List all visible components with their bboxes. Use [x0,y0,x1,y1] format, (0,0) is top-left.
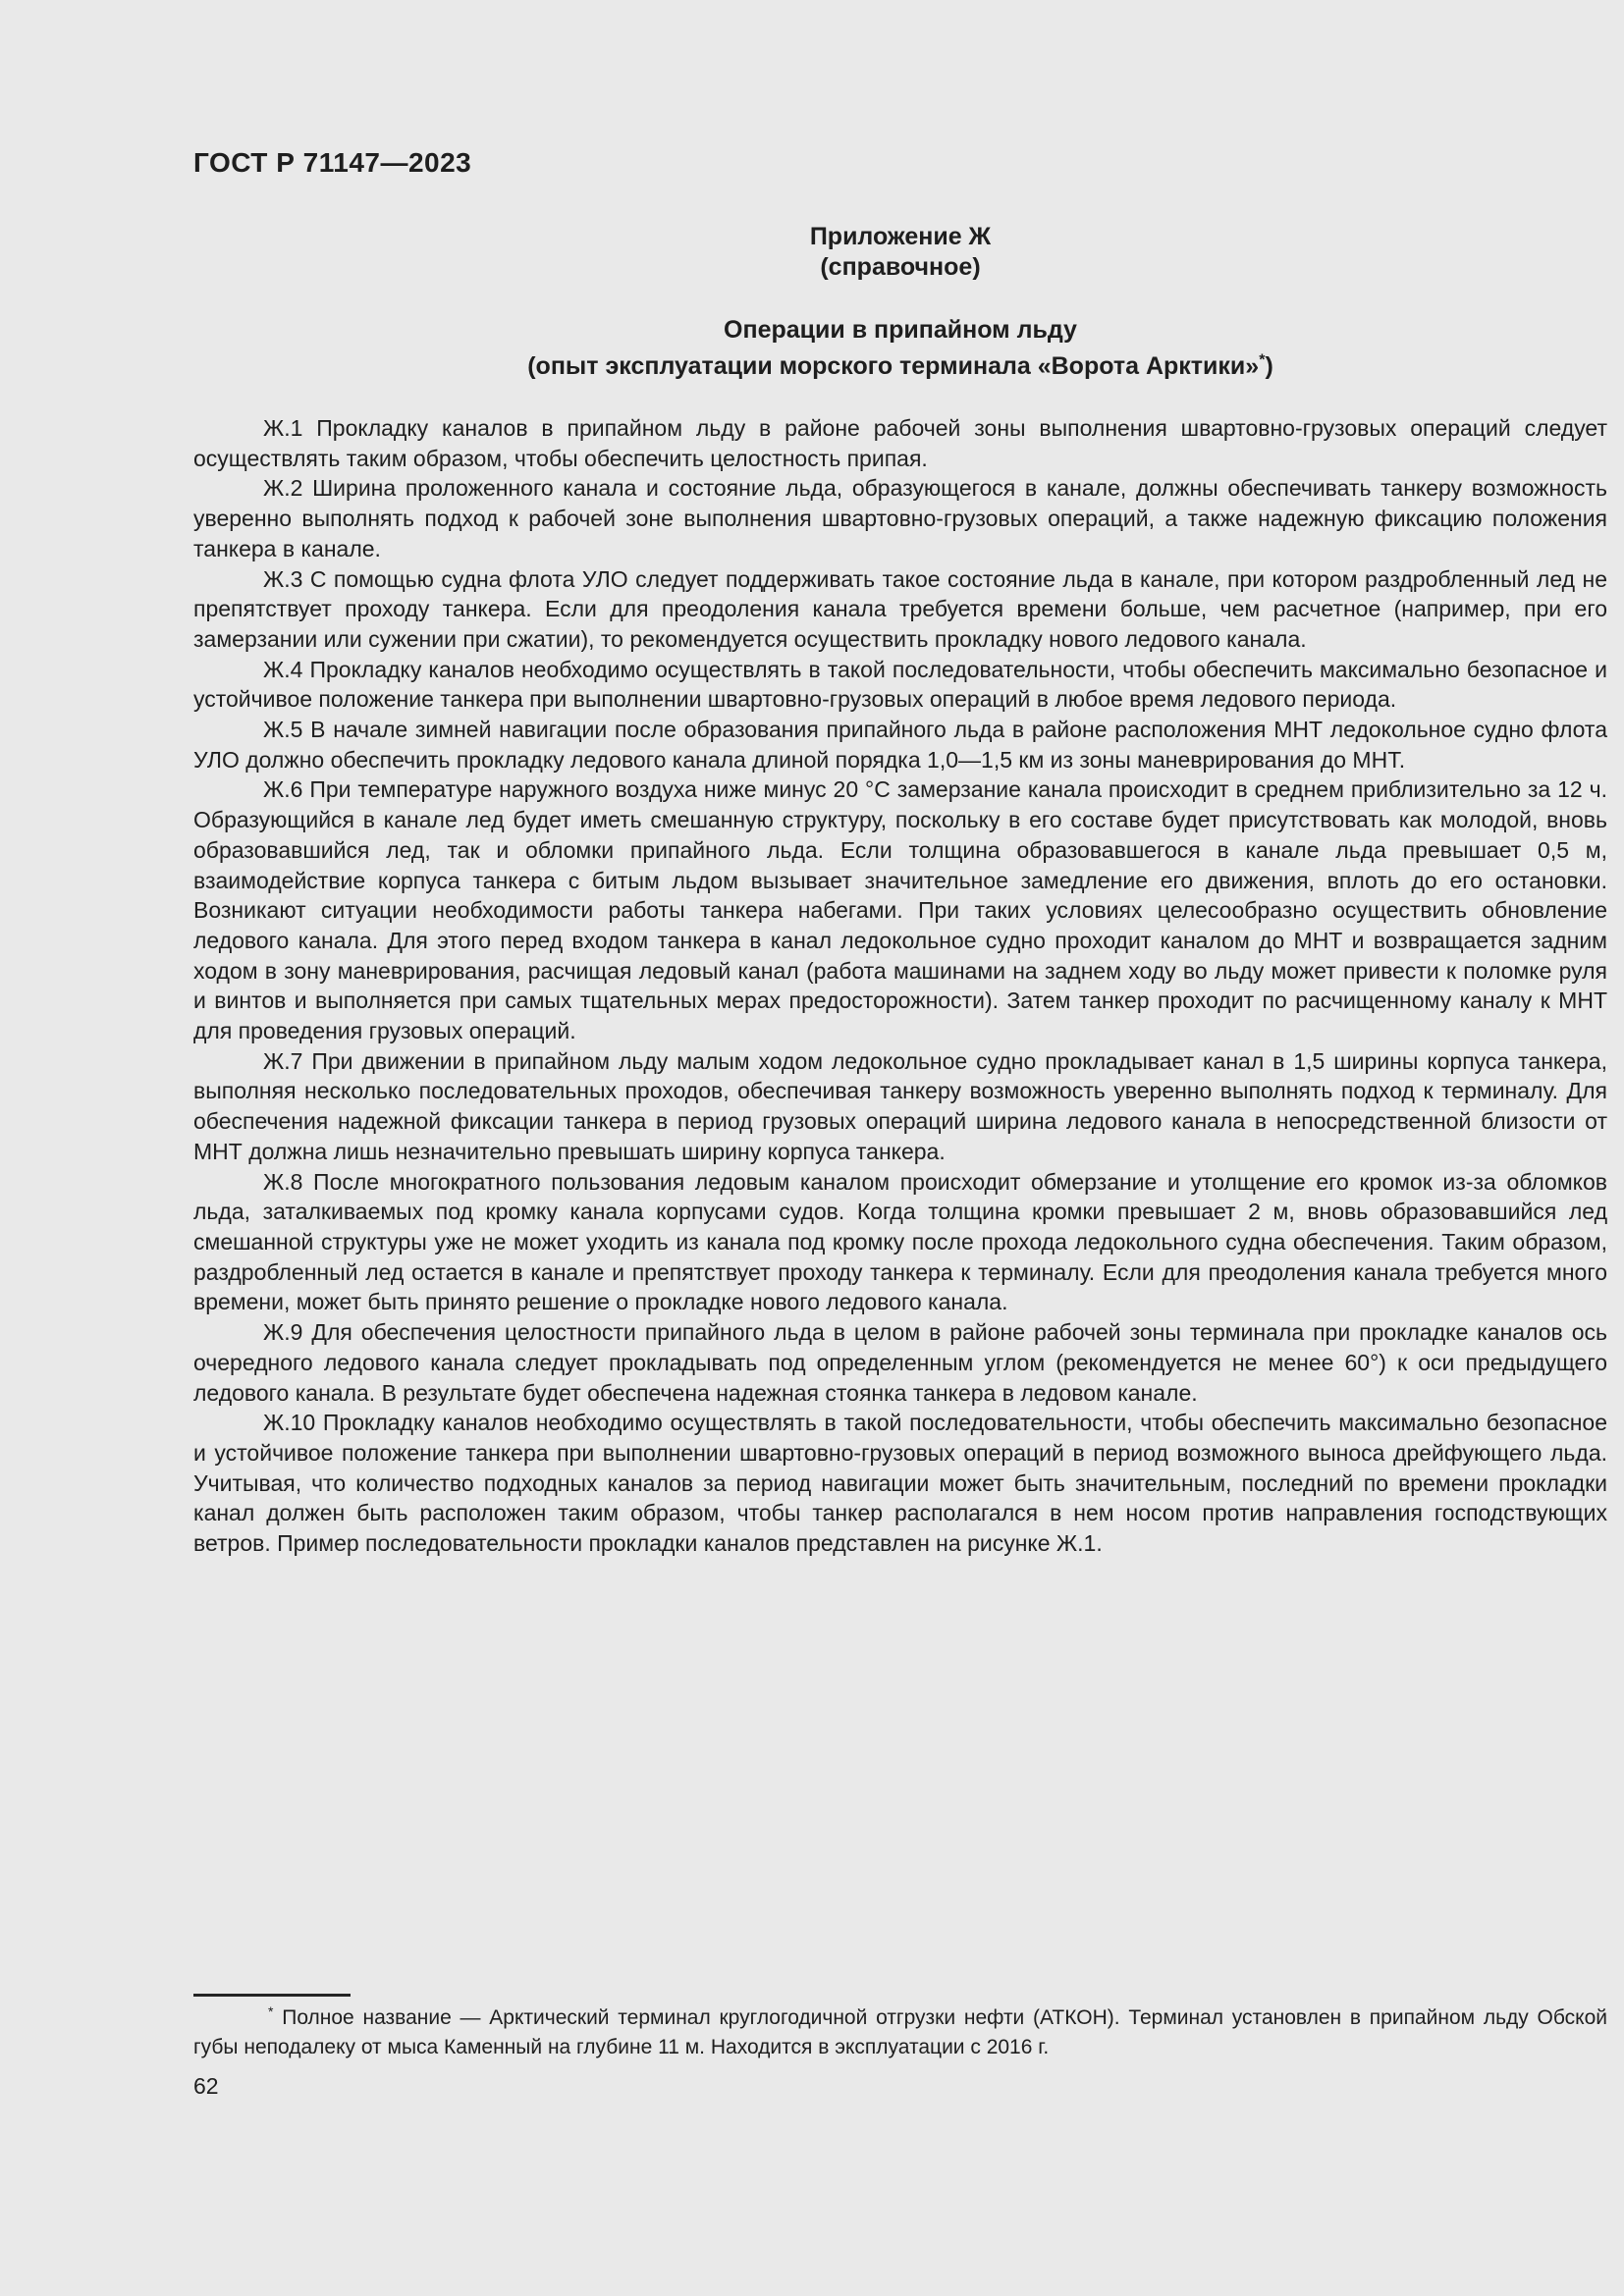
paragraph-zh-10: Ж.10 Прокладку каналов необходимо осуществлять в такой последовательности, чтобы обеспечить максимально безопасное и устойчивое положение танкера при выполнении швартовно-грузовых операций в период возможного выноса дрейфующего льда. Учитывая, что количество подходных каналов за период навигации может быть значительным, последний по времени прокладки канал должен быть расположен таким образом, чтобы танкер располагался в нем носом против направления господствующих ветров. Пример последовательности прокладки каналов представлен на рисунке Ж.1. [193,1410,1607,1557]
title-line-2-closing: ) [1265,352,1273,380]
standard-number: ГОСТ Р 71147—2023 [193,147,472,178]
title-line-1: Операции в припайном льду [724,316,1077,344]
appendix-label: Приложение Ж [809,223,992,250]
footnote-text: Полное название — Арктический терминал круглогодичной отгрузки нефти (АТКОН). Терминал установлен в припайном льду Обской губы неподалеку от мыса Каменный на глубине 11 м. Находится в эксплуатации с 2016 г. [193,2006,1607,2058]
appendix-heading [193,222,1607,283]
paragraph-zh-3: Ж.3 С помощью судна флота УЛО следует поддерживать такое состояние льда в канале, при котором раздробленный лед не препятствует проходу танкера. Если для преодоления канала требуется времени больше, чем расчетное (например, при его замерзании или сужении при сжатии), то рекомендуется осуществить прокладку нового ледового канала. [193,565,1607,652]
paragraph-zh-5: Ж.5 В начале зимней навигации после образования припайного льда в районе расположения МНТ ледокольное судно флота УЛО должно обеспечить прокладку ледового канала длиной порядка 1,0—1,5 км из зоны маневрирования до МНТ. [193,717,1607,773]
footnote [193,2003,1607,2062]
paragraph-zh-2: Ж.2 Ширина проложенного канала и состояние льда, образующегося в канале, должны обеспечивать танкеру возможность уверенно выполнять подход к рабочей зоне выполнения швартовно-грузовых операций, а также надежную фиксацию положения танкера в канале. [193,475,1607,561]
paragraph-zh-6: Ж.6 При температуре наружного воздуха ниже минус 20 °С замерзание канала происходит в среднем приблизительно за 12 ч. Образующийся в канале лед будет иметь смешанную структуру, поскольку в его составе будет присутствовать как молодой, вновь образовавшийся лед, так и обломки припайного льда. Если толщина образовавшегося в канале льда превышает 0,5 м, взаимодействие корпуса танкера с битым льдом вызывает значительное замедление его движения, вплоть до его остановки. Возникают ситуации необходимости работы танкера набегами. При таких условиях целесообразно осуществить обновление ледового канала. Для этого перед входом танкера в канал ледокольное судно проходит каналом до МНТ и возвращается задним ходом в зону маневрирования, расчищая ледовый канал (работа машинами на заднем ходу во льду может привести к поломке руля и винтов и выполняется при самых тщательных мерах предосторожности). Затем танкер проходит по расчищенному каналу к МНТ для проведения грузовых операций. [193,776,1607,1044]
title-line-2-text: (опыт эксплуатации морского терминала «Ворота Арктики» [527,352,1260,380]
document-title [193,312,1607,385]
body-text [193,413,1607,1559]
paragraph-zh-9: Ж.9 Для обеспечения целостности припайного льда в целом в районе рабочей зоны терминала при прокладке каналов ось очередного ледового канала следует прокладывать под определенным углом (рекомендуется не менее 60°) к оси предыдущего ледового канала. В результате будет обеспечена надежная стоянка танкера в ледовом канале. [193,1319,1607,1406]
paragraph-zh-1: Ж.1 Прокладку каналов в припайном льду в районе рабочей зоны выполнения швартовно-грузовых операций следует осуществлять таким образом, чтобы обеспечить целостность припая. [193,415,1607,471]
title-footnote-marker: * [1259,351,1266,369]
paragraph-zh-8: Ж.8 После многократного пользования ледовым каналом происходит обмерзание и утолщение его кромок из-за обломков льда, заталкиваемых под кромку канала корпусами судов. Когда толщина кромки превышает 2 м, вновь образовавшийся лед смешанной структуры уже не может уходить из канала под кромку после прохода ледокольного судна обеспечения. Таким образом, раздробленный лед остается в канале и препятствует проходу танкера к терминалу. Если для преодоления канала требуется много времени, может быть принято решение о прокладке нового ледового канала. [193,1168,1607,1315]
paragraph-zh-4: Ж.4 Прокладку каналов необходимо осуществлять в такой последовательности, чтобы обеспечить максимально безопасное и устойчивое положение танкера при выполнении швартовно-грузовых операций в любое время ледового периода. [193,656,1607,713]
footnote-marker: * [268,2003,274,2019]
page-number: 62 [193,2073,219,2099]
appendix-type: (справочное) [820,253,981,281]
footnote-divider [193,1994,351,1997]
title-line-2 [193,348,1607,385]
paragraph-zh-7: Ж.7 При движении в припайном льду малым ходом ледокольное судно прокладывает канал в 1,5 ширины корпуса танкера, выполняя несколько последовательных проходов, обеспечивая танкеру возможность уверенно выполнять подход к терминалу. Для обеспечения надежной фиксации танкера в период грузовых операций ширина ледового канала в непосредственной близости от МНТ должна лишь незначительно превышать ширину корпуса танкера. [193,1047,1607,1164]
